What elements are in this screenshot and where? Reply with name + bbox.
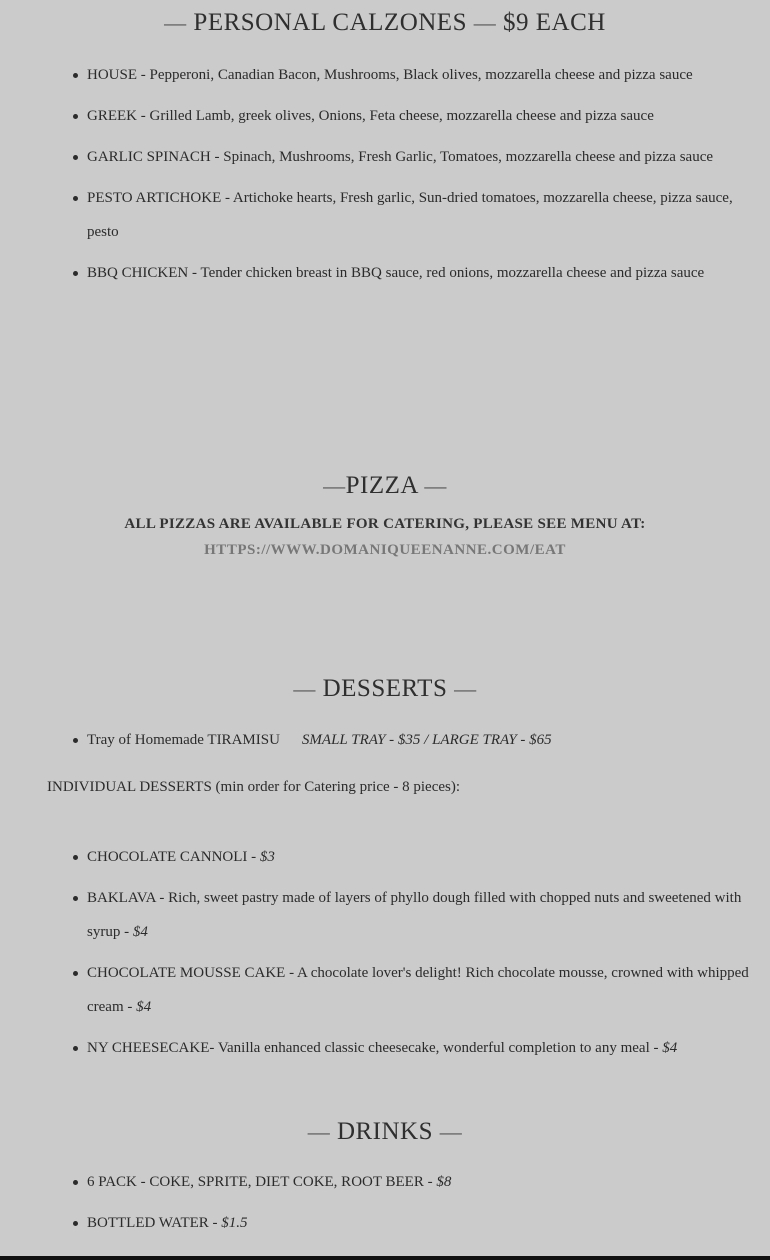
pizza-menu-link[interactable]: HTTPS://WWW.DOMANIQUEENANNE.COM/EAT — [204, 542, 566, 558]
calzone-list — [47, 58, 757, 297]
dessert-list — [47, 840, 757, 1072]
bottom-divider — [0, 1256, 770, 1260]
list-item: 6 PACK - COKE, SPRITE, DIET COKE, ROOT BEER - $8 — [87, 1165, 757, 1199]
list-item: BAKLAVA - Rich, sweet pastry made of layers of phyllo dough filled with chopped nuts and sweetened with syrup - $4 — [87, 881, 757, 949]
list-item: CHOCOLATE MOUSSE CAKE - A chocolate lover's delight! Rich chocolate mousse, crowned with whipped cream - $4 — [87, 956, 757, 1024]
list-item: HOUSE - Pepperoni, Canadian Bacon, Mushrooms, Black olives, mozzarella cheese and pizza sauce — [87, 58, 757, 92]
drinks-heading: — DRINKS — — [307, 1118, 463, 1145]
individual-desserts-label: INDIVIDUAL DESSERTS (min order for Catering price - 8 pieces): — [47, 779, 461, 795]
list-item: BBQ CHICKEN - Tender chicken breast in BBQ sauce, red onions, mozzarella cheese and pizza sauce — [87, 256, 757, 290]
list-item: BOTTLED WATER - $1.5 — [87, 1206, 757, 1240]
list-item: PESTO ARTICHOKE - Artichoke hearts, Fresh garlic, Sun-dried tomatoes, mozzarella cheese, pizza sauce, pesto — [87, 181, 757, 249]
pizza-catering-note: ALL PIZZAS ARE AVAILABLE FOR CATERING, PLEASE SEE MENU AT: — [124, 516, 646, 532]
list-item: CHOCOLATE CANNOLI - $3 — [87, 840, 757, 874]
desserts-heading: — DESSERTS — — [293, 675, 477, 702]
pizza-heading: —PIZZA — — [323, 472, 447, 499]
list-item: NY CHEESECAKE- Vanilla enhanced classic cheesecake, wonderful completion to any meal - $4 — [87, 1031, 757, 1065]
list-item: Tray of Homemade TIRAMISU SMALL TRAY - $35 / LARGE TRAY - $65 — [87, 723, 757, 757]
calzones-heading: — PERSONAL CALZONES — $9 EACH — [164, 9, 606, 36]
list-item: GARLIC SPINACH - Spinach, Mushrooms, Fresh Garlic, Tomatoes, mozzarella cheese and pizza sauce — [87, 140, 757, 174]
drinks-list — [47, 1165, 757, 1247]
tiramisu-list — [47, 723, 757, 764]
list-item: GREEK - Grilled Lamb, greek olives, Onions, Feta cheese, mozzarella cheese and pizza sauce — [87, 99, 757, 133]
